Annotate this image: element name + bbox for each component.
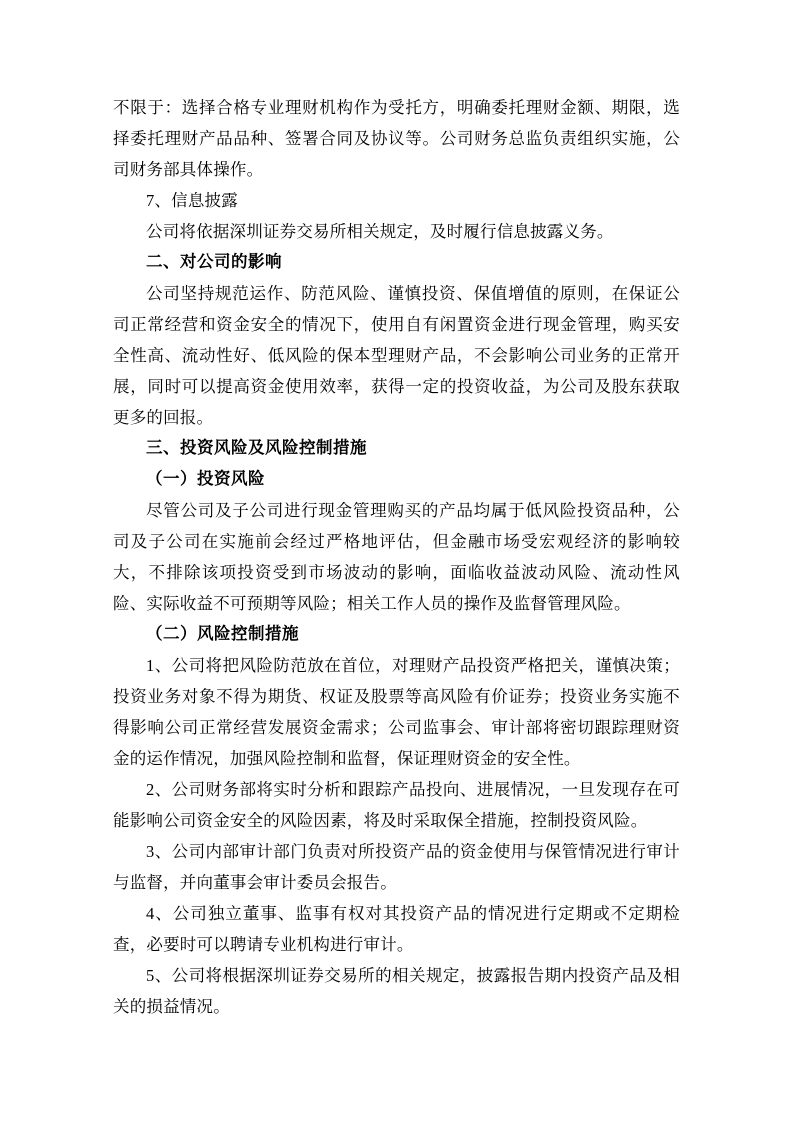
paragraph-continuation: 不限于：选择合格专业理财机构作为受托方，明确委托理财金额、期限，选择委托理财产品品种、签署合同及协议等。公司财务总监负责组织实施，公司财务部具体操作。 (113, 98, 680, 179)
list-item-2: 2、公司财务部将实时分析和跟踪产品投向、进展情况，一旦发现存在可能影响公司资金安全的风险因素，将及时采取保全措施，控制投资风险。 (113, 780, 680, 830)
paragraph: 公司坚持规范运作、防范风险、谨慎投资、保值增值的原则，在保证公司正常经营和资金安全的情况下，使用自有闲置资金进行现金管理，购买安全性高、流动性好、低风险的保本型理财产品，不会影响公司业务的正常开展，同时可以提高资金使用效率，获得一定的投资收益，为公司及股东获取更多的回报。 (113, 284, 680, 427)
subsection-heading-2-risk-control-measures: （二）风险控制措施 (146, 625, 299, 643)
section-heading-2-impact-on-company: 二、对公司的影响 (146, 253, 282, 271)
list-item-5: 5、公司将根据深圳证券交易所的相关规定，披露报告期内投资产品及相关的损益情况。 (113, 966, 680, 1016)
list-item-1: 1、公司将把风险防范放在首位，对理财产品投资严格把关，谨慎决策；投资业务对象不得为期货、权证及股票等高风险有价证券；投资业务实施不得影响公司正常经营发展资金需求；公司监事会、审计部将密切跟踪理财资金的运作情况，加强风险控制和监督，保证理财资金的安全性。 (113, 656, 680, 768)
list-item-7-info-disclosure: 7、信息披露 (146, 191, 238, 210)
document-body (113, 92, 680, 1022)
subsection-heading-1-investment-risk: （一）投资风险 (146, 470, 265, 488)
paragraph: 公司将依据深圳证券交易所相关规定，及时履行信息披露义务。 (146, 222, 614, 241)
list-item-3: 3、公司内部审计部门负责对所投资产品的资金使用与保管情况进行审计与监督，并向董事会审计委员会报告。 (113, 842, 680, 892)
list-item-4: 4、公司独立董事、监事有权对其投资产品的情况进行定期或不定期检查，必要时可以聘请专业机构进行审计。 (113, 904, 680, 954)
paragraph: 尽管公司及子公司进行现金管理购买的产品均属于低风险投资品种，公司及子公司在实施前会经过严格地评估，但金融市场受宏观经济的影响较大，不排除该项投资受到市场波动的影响，面临收益波动风险、流动性风险、实际收益不可预期等风险；相关工作人员的操作及监督管理风险。 (113, 501, 680, 613)
section-heading-3-investment-risk-and-controls: 三、投资风险及风险控制措施 (146, 439, 367, 457)
